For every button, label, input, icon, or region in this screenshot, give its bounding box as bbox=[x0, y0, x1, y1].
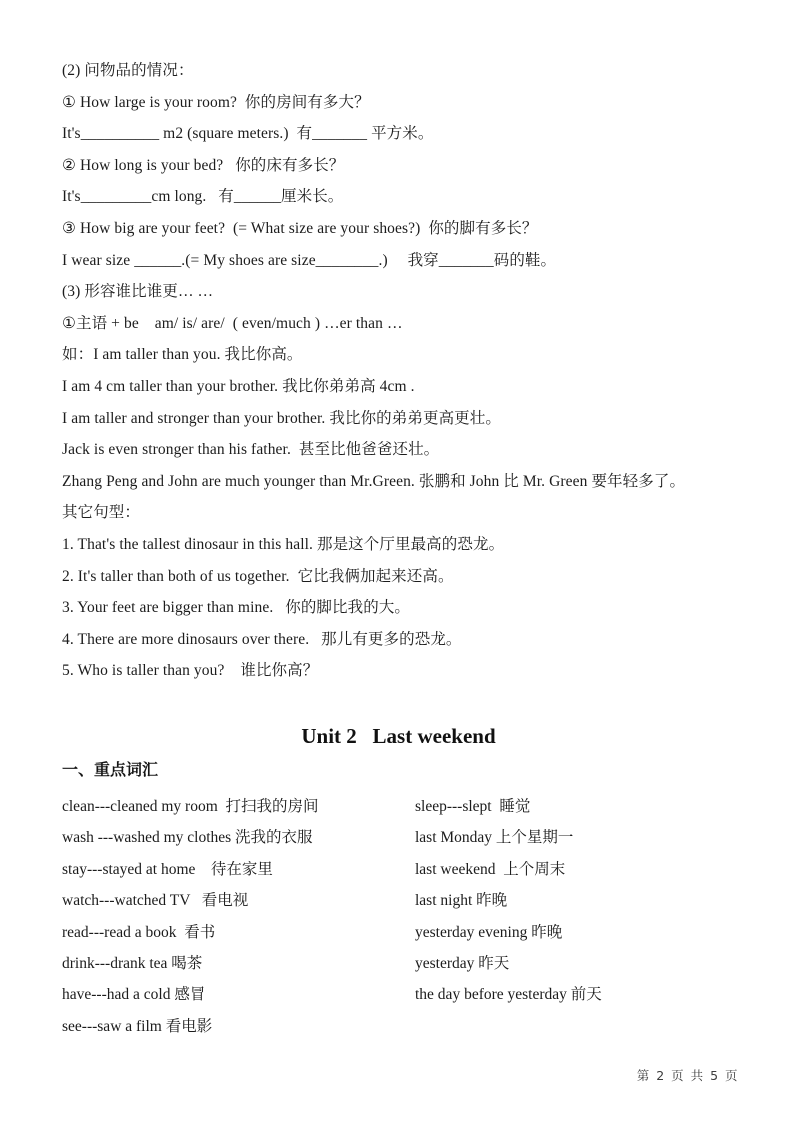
vocab-entry-right: last weekend 上个周末 bbox=[415, 860, 566, 878]
vocab-entry-left: watch---watched TV 看电视 bbox=[62, 892, 249, 910]
text-line: 其它句型： bbox=[62, 504, 141, 522]
text-line: 1. That's the tallest dinosaur in this hall. 那是这个厅里最高的恐龙。 bbox=[62, 535, 505, 553]
vocab-entry-right: last Monday 上个星期一 bbox=[415, 829, 574, 847]
text-line: 如：I am taller than you. 我比你高。 bbox=[62, 346, 303, 364]
vocab-entry-left: clean---cleaned my room 打扫我的房间 bbox=[62, 797, 319, 815]
vocab-entry-right: yesterday 昨天 bbox=[415, 954, 510, 972]
vocab-heading: 一、重点词汇 bbox=[62, 759, 159, 779]
text-line: 5. Who is taller than you? 谁比你高？ bbox=[62, 662, 319, 680]
text-line: 4. There are more dinosaurs over there. 那儿有更多的恐龙。 bbox=[62, 630, 462, 648]
vocab-entry-left: have---had a cold 感冒 bbox=[62, 986, 206, 1004]
vocab-table bbox=[62, 791, 735, 1042]
text-line: It's__________ m2 (square meters.) 有_______ 平方米。 bbox=[62, 125, 434, 143]
vocab-entry-right: last night 昨晚 bbox=[415, 892, 508, 910]
text-line: ① How large is your room? 你的房间有多大？ bbox=[62, 93, 370, 111]
page-number: 第 2 页 共 5 页 bbox=[636, 1068, 739, 1083]
text-line: Jack is even stronger than his father. 甚至比他爸爸还壮。 bbox=[62, 441, 440, 459]
vocab-row bbox=[62, 854, 735, 885]
vocab-row bbox=[62, 917, 735, 948]
vocab-entry-right: yesterday evening 昨晚 bbox=[415, 923, 563, 941]
vocab-entry-right: sleep---slept 睡觉 bbox=[415, 797, 531, 815]
vocab-row bbox=[62, 791, 735, 822]
vocab-row bbox=[62, 822, 735, 853]
text-line: I wear size ______.(= My shoes are size________.) 我穿_______码的鞋。 bbox=[62, 251, 557, 269]
vocab-row bbox=[62, 1011, 735, 1042]
text-line: I am 4 cm taller than your brother. 我比你弟弟高 4cm . bbox=[62, 377, 415, 395]
unit-title: Unit 2 Last weekend bbox=[301, 723, 496, 748]
vocab-entry-left: see---saw a film 看电影 bbox=[62, 1017, 213, 1035]
text-line: ② How long is your bed? 你的床有多长？ bbox=[62, 156, 345, 174]
vocab-row bbox=[62, 948, 735, 979]
vocab-entry-left: stay---stayed at home 待在家里 bbox=[62, 860, 273, 878]
text-line: 3. Your feet are bigger than mine. 你的脚比我的大。 bbox=[62, 599, 411, 617]
text-line: It's_________cm long. 有______厘米长。 bbox=[62, 188, 344, 206]
text-line: Zhang Peng and John are much younger than Mr.Green. 张鹏和 John 比 Mr. Green 要年轻多了。 bbox=[62, 472, 686, 490]
vocab-entry-left: wash ---washed my clothes 洗我的衣服 bbox=[62, 829, 313, 847]
vocab-row bbox=[62, 885, 735, 916]
vocab-row bbox=[62, 979, 735, 1010]
text-line: ③ How big are your feet? (= What size are your shoes?) 你的脚有多长？ bbox=[62, 219, 538, 237]
vocab-entry-right: the day before yesterday 前天 bbox=[415, 986, 602, 1004]
vocab-entry-left: read---read a book 看书 bbox=[62, 923, 216, 941]
vocab-entry-right bbox=[415, 1011, 735, 1042]
vocab-entry-left: drink---drank tea 喝茶 bbox=[62, 954, 203, 972]
text-line: (3) 形容谁比谁更… … bbox=[62, 283, 214, 301]
text-line: ①主语 + be am/ is/ are/ ( even/much ) …er than … bbox=[62, 314, 403, 332]
text-line: 2. It's taller than both of us together. 它比我俩加起来还高。 bbox=[62, 567, 454, 585]
text-line: I am taller and stronger than your brother. 我比你的弟弟更高更壮。 bbox=[62, 409, 501, 427]
grammar-section bbox=[62, 55, 735, 687]
text-line: (2) 问物品的情况： bbox=[62, 62, 194, 79]
